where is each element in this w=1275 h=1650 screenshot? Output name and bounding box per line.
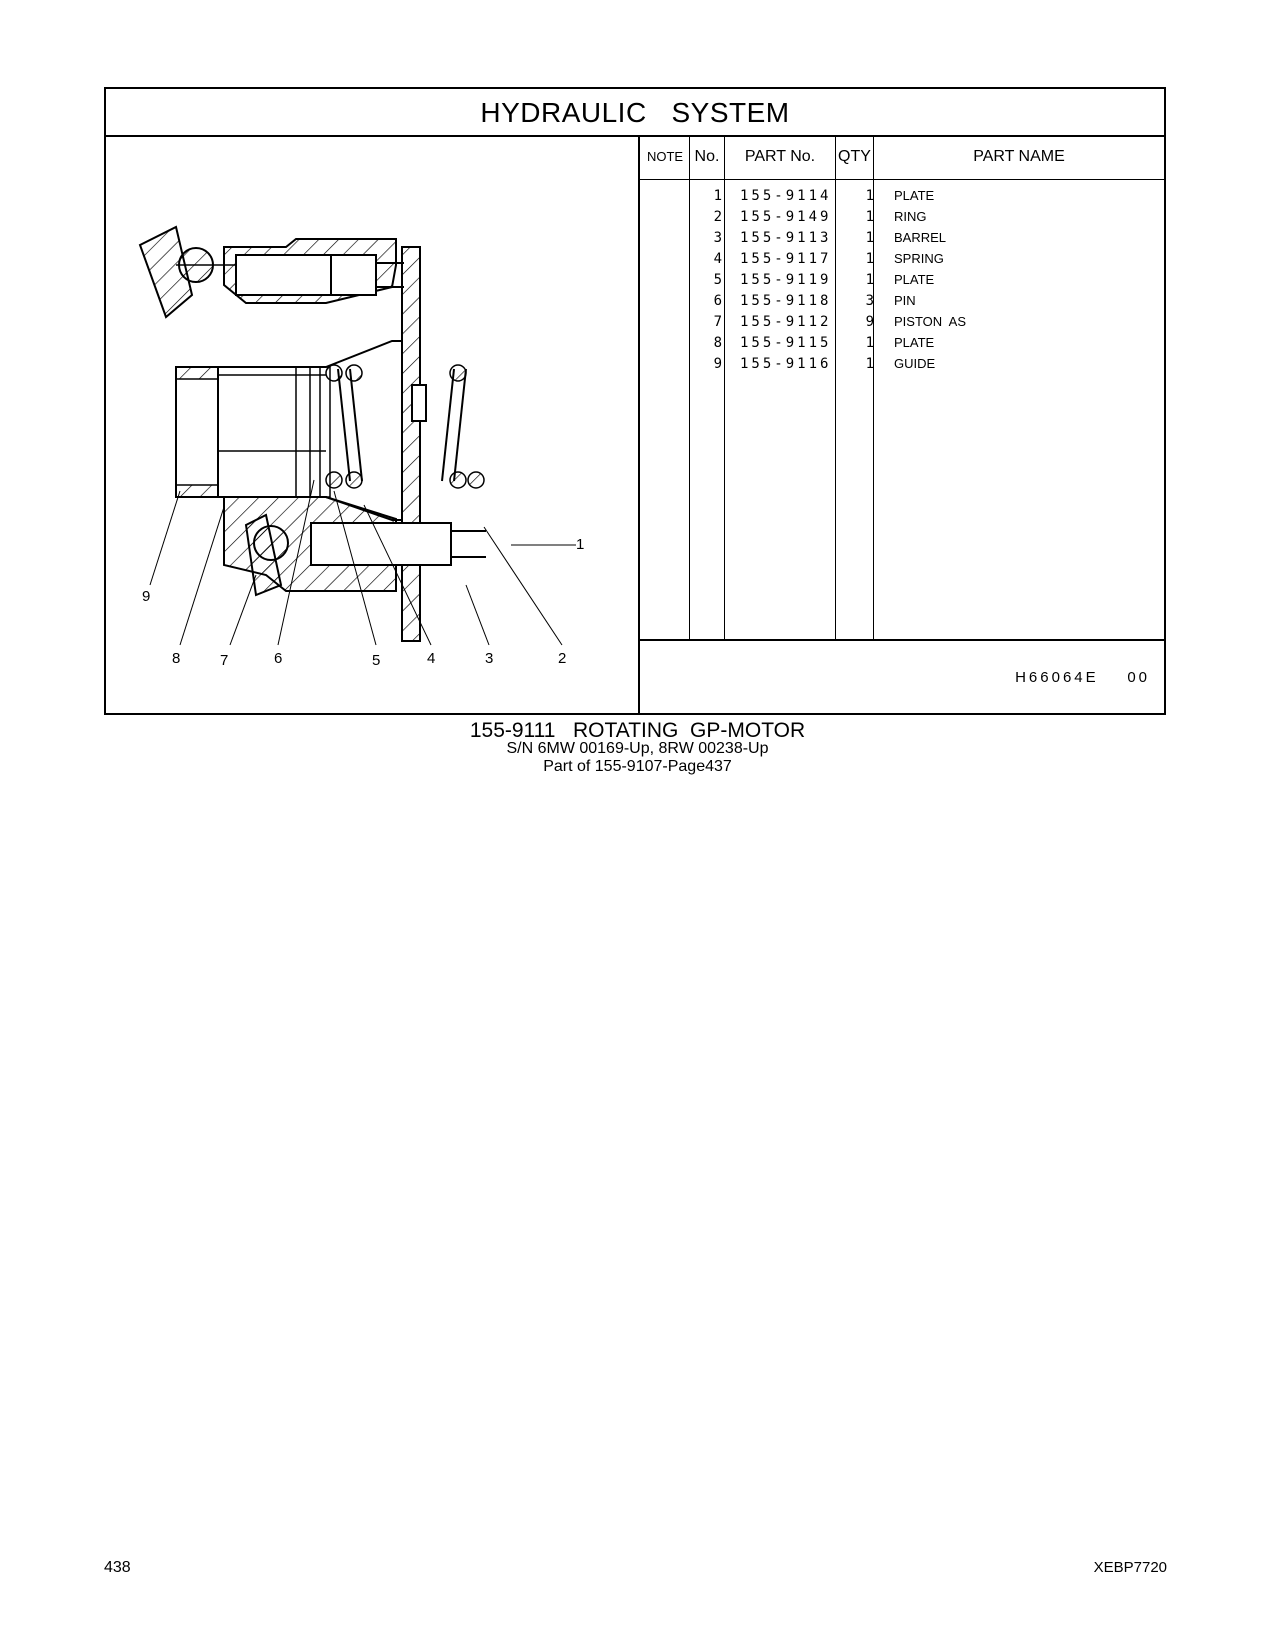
part-quantity: 1	[865, 335, 874, 351]
part-number-index: 4	[713, 251, 722, 267]
serial-range: S/N 6MW 00169-Up, 8RW 00238-Up	[506, 740, 769, 757]
table-row	[640, 185, 1164, 207]
part-number-index: 6	[713, 293, 722, 309]
part-number: 155-9116	[740, 356, 832, 372]
part-quantity: 1	[865, 188, 874, 204]
part-name: BARREL	[894, 230, 947, 245]
part-number-index: 3	[713, 230, 722, 246]
part-name: GUIDE	[894, 356, 936, 371]
table-bottom-divider	[640, 639, 1164, 641]
motor-cross-section-drawing	[106, 135, 638, 713]
part-number: 155-9119	[740, 272, 832, 288]
document-id: XEBP7720	[1093, 1559, 1167, 1576]
callout-5: 5	[372, 652, 381, 669]
parent-reference: Part of 155-9107-Page437	[543, 758, 732, 775]
part-number: 155-9114	[740, 188, 832, 204]
part-quantity: 1	[865, 356, 874, 372]
part-number: 155-9112	[740, 314, 832, 330]
part-number-index: 9	[713, 356, 722, 372]
part-quantity: 3	[865, 293, 874, 309]
part-name: PLATE	[894, 335, 935, 350]
spring-coil	[326, 365, 342, 381]
part-name: PISTON AS	[894, 314, 967, 329]
col-header-note: NOTE	[646, 149, 684, 164]
page-number: 438	[104, 1559, 131, 1576]
section-title: HYDRAULIC SYSTEM	[106, 89, 1164, 137]
part-number-index: 5	[713, 272, 722, 288]
callout-6: 6	[274, 650, 283, 667]
part-name: SPRING	[894, 251, 944, 266]
part-number: 155-9118	[740, 293, 832, 309]
part-quantity: 9	[865, 314, 874, 330]
part-number: 155-9117	[740, 251, 832, 267]
upper-piston-bore	[236, 255, 376, 295]
table-row	[640, 248, 1164, 270]
col-header-part-no: PART No.	[744, 148, 816, 165]
part-number-index: 8	[713, 335, 722, 351]
col-header-qty: QTY	[838, 148, 871, 165]
part-number: 155-9115	[740, 335, 832, 351]
parts-table	[640, 135, 1164, 713]
table-row	[640, 269, 1164, 291]
part-name: RING	[894, 209, 927, 224]
part-number-index: 1	[713, 188, 722, 204]
callout-9: 9	[142, 588, 151, 605]
part-quantity: 1	[865, 230, 874, 246]
part-quantity: 1	[865, 209, 874, 225]
part-number: 155-9149	[740, 209, 832, 225]
table-row	[640, 332, 1164, 354]
lower-piston-bore	[311, 523, 451, 565]
table-row	[640, 311, 1164, 333]
guide	[176, 367, 218, 497]
callout-2: 2	[558, 650, 567, 667]
col-header-no: No.	[694, 148, 720, 165]
group-title: 155-9111 ROTATING GP-MOTOR	[469, 719, 806, 742]
valve-plate	[402, 247, 420, 641]
header-divider	[640, 179, 1164, 180]
callout-4: 4	[427, 650, 436, 667]
part-name: PIN	[894, 293, 916, 308]
table-row	[640, 227, 1164, 249]
part-number-index: 2	[713, 209, 722, 225]
callout-3: 3	[485, 650, 494, 667]
upper-shoe	[140, 227, 192, 317]
part-name: PLATE	[894, 272, 935, 287]
part-number: 155-9113	[740, 230, 832, 246]
part-number-index: 7	[713, 314, 722, 330]
part-quantity: 1	[865, 272, 874, 288]
illustration-code: H66064E 00	[1015, 669, 1150, 686]
table-row	[640, 353, 1164, 375]
col-header-part-name: PART NAME	[973, 148, 1065, 165]
part-name: PLATE	[894, 188, 935, 203]
callout-1: 1	[576, 536, 585, 553]
part-quantity: 1	[865, 251, 874, 267]
parts-frame	[104, 87, 1166, 715]
table-row	[640, 206, 1164, 228]
exploded-illustration	[106, 135, 640, 713]
spring-plate	[296, 367, 310, 497]
table-row	[640, 290, 1164, 312]
callout-7: 7	[220, 652, 229, 669]
callout-8: 8	[172, 650, 181, 667]
